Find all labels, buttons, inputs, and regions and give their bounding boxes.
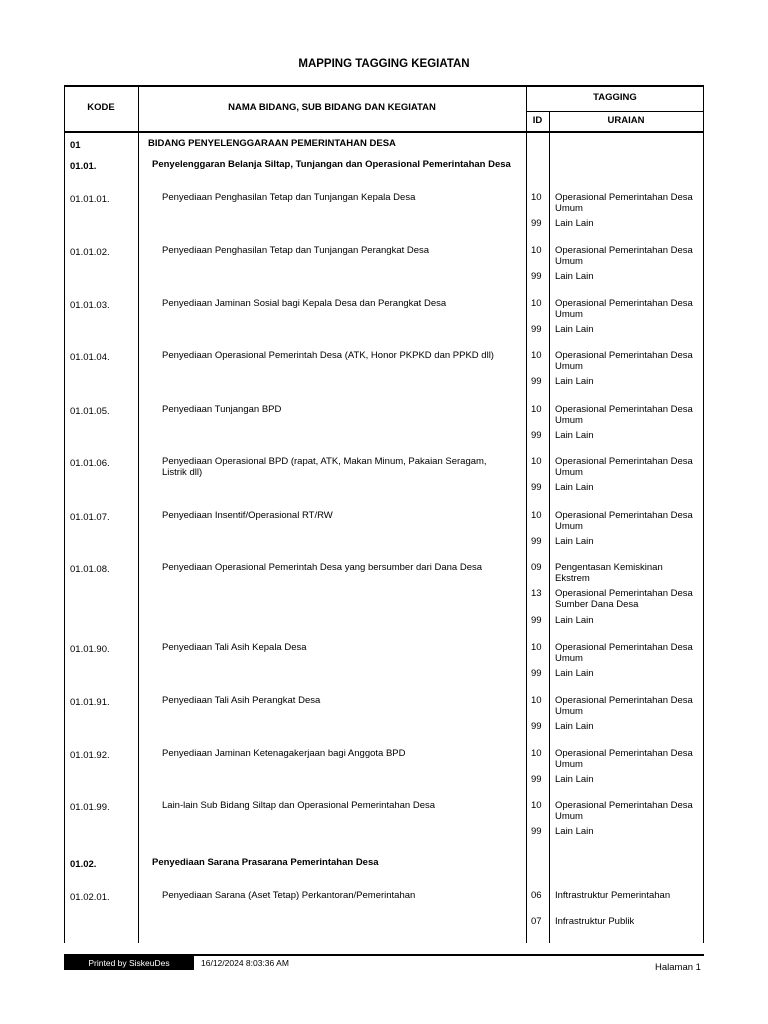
row-nama: Penyediaan Jaminan Sosial bagi Kepala Desa dan Perangkat Desa	[162, 298, 447, 309]
row-kode: 01.02.01.	[70, 892, 110, 903]
row-nama: Penyediaan Jaminan Ketenagakerjaan bagi Anggota BPD	[162, 748, 406, 759]
row-kode: 01.01.03.	[70, 300, 110, 311]
tag-uraian: Lain Lain	[555, 615, 594, 626]
tag-id: 10	[531, 748, 542, 759]
tag-id: 10	[531, 800, 542, 811]
col-border-kode	[138, 85, 139, 943]
tag-id: 99	[531, 324, 542, 335]
tag-id: 99	[531, 536, 542, 547]
tag-uraian: Inftrastruktur Pemerintahan	[555, 890, 671, 901]
row-nama: Penyediaan Operasional Pemerintah Desa (ATK, Honor PKPKD dan PPKD dll)	[162, 350, 494, 361]
tag-uraian: Lain Lain	[555, 271, 594, 282]
header-nama: NAMA BIDANG, SUB BIDANG DAN KEGIATAN	[228, 102, 436, 113]
header-tagging: TAGGING	[593, 92, 637, 103]
tag-id: 99	[531, 271, 542, 282]
row-kode: 01.01.01.	[70, 194, 110, 205]
tag-id: 10	[531, 245, 542, 256]
header-id: ID	[532, 115, 543, 126]
header-bottom-border	[64, 131, 704, 133]
tag-id: 10	[531, 192, 542, 203]
page-number: Halaman 1	[655, 962, 701, 973]
tag-id: 99	[531, 430, 542, 441]
row-kode: 01.01.08.	[70, 564, 110, 575]
header-kode: KODE	[87, 102, 115, 113]
tag-id: 99	[531, 615, 542, 626]
col-border-left	[64, 85, 65, 943]
row-nama: Penyediaan Tali Asih Kepala Desa	[162, 642, 307, 653]
tag-uraian: Lain Lain	[555, 482, 594, 493]
row-kode: 01.01.04.	[70, 352, 110, 363]
row-nama: Lain-lain Sub Bidang Siltap dan Operasional Pemerintahan Desa	[162, 800, 436, 811]
row-kode: 01	[70, 140, 81, 151]
tag-uraian: Lain Lain	[555, 376, 594, 387]
row-kode: 01.01.92.	[70, 750, 110, 761]
tag-uraian: Lain Lain	[555, 218, 594, 229]
col-border-nama	[526, 85, 527, 943]
row-kode: 01.01.91.	[70, 697, 110, 708]
tag-id: 99	[531, 376, 542, 387]
row-kode: 01.01.05.	[70, 406, 110, 417]
tag-uraian: Operasional Pemerintahan Desa Sumber Dana Desa	[555, 588, 693, 610]
tag-uraian: Operasional Pemerintahan Desa Umum	[555, 748, 693, 770]
tag-id: 06	[531, 890, 542, 901]
tag-uraian: Lain Lain	[555, 430, 594, 441]
tag-id: 07	[531, 916, 542, 927]
tag-uraian: Operasional Pemerintahan Desa Umum	[555, 298, 693, 320]
tag-uraian: Lain Lain	[555, 536, 594, 547]
tagging-divider	[526, 111, 704, 112]
row-kode: 01.01.07.	[70, 512, 110, 523]
tag-id: 10	[531, 350, 542, 361]
tag-uraian: Lain Lain	[555, 721, 594, 732]
tag-id: 13	[531, 588, 542, 599]
row-nama: Penyediaan Penghasilan Tetap dan Tunjangan Kepala Desa	[162, 192, 416, 203]
tag-id: 10	[531, 298, 542, 309]
tag-uraian: Lain Lain	[555, 668, 594, 679]
tag-uraian: Operasional Pemerintahan Desa Umum	[555, 350, 693, 372]
tag-uraian: Infrastruktur Publik	[555, 916, 635, 927]
tag-uraian: Operasional Pemerintahan Desa Umum	[555, 695, 693, 717]
tag-id: 99	[531, 826, 542, 837]
row-nama: Penyediaan Sarana (Aset Tetap) Perkantoran/Pemerintahan	[162, 890, 416, 901]
tag-id: 99	[531, 668, 542, 679]
tag-id: 99	[531, 721, 542, 732]
tag-id: 99	[531, 482, 542, 493]
printed-by-label: Printed by SiskeuDes	[64, 956, 194, 970]
row-nama: BIDANG PENYELENGGARAAN PEMERINTAHAN DESA	[148, 138, 396, 149]
tag-uraian: Lain Lain	[555, 826, 594, 837]
col-border-right	[703, 85, 704, 943]
row-kode: 01.01.99.	[70, 802, 110, 813]
tag-uraian: Operasional Pemerintahan Desa Umum	[555, 800, 693, 822]
row-kode: 01.02.	[70, 859, 97, 870]
tag-uraian: Lain Lain	[555, 774, 594, 785]
tag-uraian: Operasional Pemerintahan Desa Umum	[555, 245, 693, 267]
row-kode: 01.01.06.	[70, 458, 110, 469]
page-title: MAPPING TAGGING KEGIATAN	[298, 58, 470, 70]
row-nama: Penyediaan Operasional Pemerintah Desa yang bersumber dari Dana Desa	[162, 562, 483, 573]
tag-id: 10	[531, 642, 542, 653]
row-kode: 01.01.	[70, 161, 97, 172]
tag-uraian: Operasional Pemerintahan Desa Umum	[555, 456, 693, 478]
row-nama: Penyediaan Sarana Prasarana Pemerintahan Desa	[152, 857, 379, 868]
row-nama: Penyelenggaran Belanja Siltap, Tunjangan dan Operasional Pemerintahan Desa	[152, 159, 511, 170]
tag-id: 10	[531, 404, 542, 415]
row-kode: 01.01.02.	[70, 247, 110, 258]
table-top-border	[64, 85, 704, 87]
tag-id: 10	[531, 456, 542, 467]
tag-id: 10	[531, 695, 542, 706]
row-kode: 01.01.90.	[70, 644, 110, 655]
print-timestamp: 16/12/2024 8:03:36 AM	[201, 958, 289, 968]
tag-uraian: Operasional Pemerintahan Desa Umum	[555, 192, 693, 214]
tag-id: 09	[531, 562, 542, 573]
tag-id: 99	[531, 218, 542, 229]
row-nama: Penyediaan Penghasilan Tetap dan Tunjangan Perangkat Desa	[162, 245, 430, 256]
tag-uraian: Pengentasan Kemiskinan Ekstrem	[555, 562, 663, 584]
tag-uraian: Operasional Pemerintahan Desa Umum	[555, 642, 693, 664]
tag-id: 10	[531, 510, 542, 521]
row-nama: Penyediaan Operasional BPD (rapat, ATK, Makan Minum, Pakaian Seragam, Listrik dll)	[162, 456, 487, 478]
tag-uraian: Operasional Pemerintahan Desa Umum	[555, 510, 693, 532]
col-border-id	[549, 111, 550, 943]
tag-uraian: Operasional Pemerintahan Desa Umum	[555, 404, 693, 426]
row-nama: Penyediaan Insentif/Operasional RT/RW	[162, 510, 333, 521]
row-nama: Penyediaan Tunjangan BPD	[162, 404, 282, 415]
header-uraian: URAIAN	[607, 115, 645, 126]
row-nama: Penyediaan Tali Asih Perangkat Desa	[162, 695, 321, 706]
tag-id: 99	[531, 774, 542, 785]
tag-uraian: Lain Lain	[555, 324, 594, 335]
